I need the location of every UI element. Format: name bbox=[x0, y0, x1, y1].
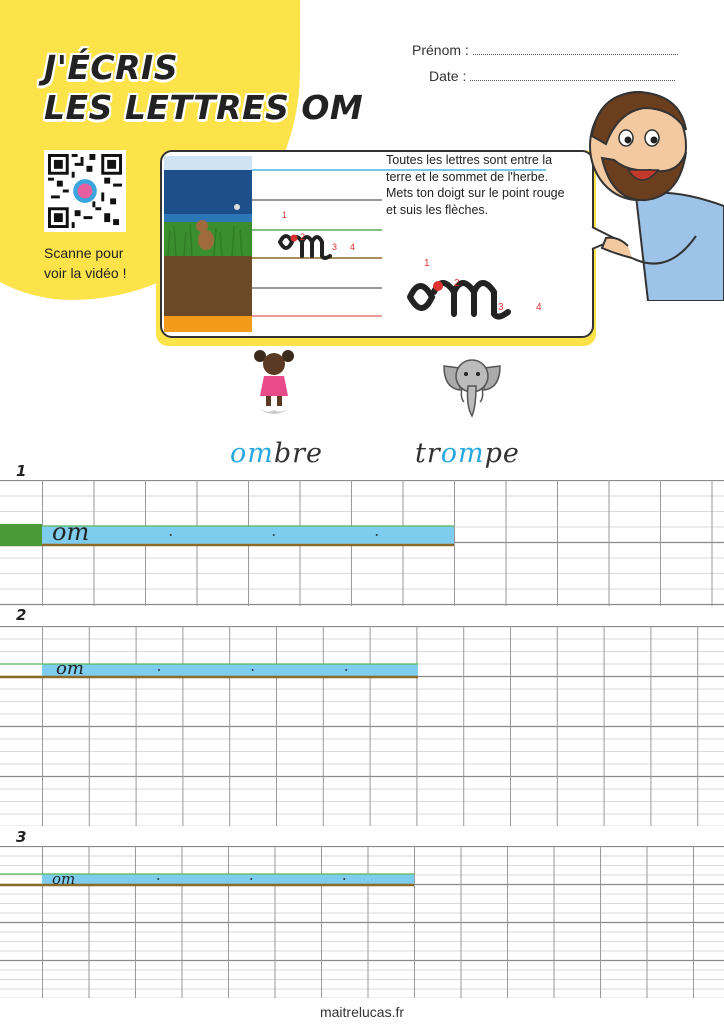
date-label: Date : bbox=[429, 68, 467, 84]
teacher-illustration bbox=[588, 86, 724, 301]
step-2: 2 bbox=[454, 278, 460, 289]
date-line[interactable] bbox=[470, 71, 675, 81]
exercise-3-lines[interactable] bbox=[0, 846, 724, 998]
qr-caption-line-1: Scanne pour bbox=[44, 245, 124, 261]
step-1: 1 bbox=[424, 258, 430, 269]
example-1-highlight: om bbox=[230, 438, 274, 469]
qr-code[interactable] bbox=[44, 150, 126, 232]
step-3: 3 bbox=[498, 302, 504, 313]
title-line-1: J'ÉCRIS bbox=[44, 48, 179, 87]
exercise-3-model: om bbox=[52, 870, 76, 888]
qr-code-icon bbox=[48, 154, 122, 228]
instruction-text bbox=[386, 152, 586, 218]
prenom-field[interactable] bbox=[412, 42, 678, 58]
title-line-2: LES LETTRES OM bbox=[44, 88, 364, 127]
example-word-trompe bbox=[415, 438, 520, 469]
instruction-line-3: Mets ton doigt sur le point rouge bbox=[386, 186, 565, 200]
prenom-label: Prénom : bbox=[412, 42, 469, 58]
exercise-3-number: 3 bbox=[16, 828, 27, 846]
step-4: 4 bbox=[536, 302, 542, 313]
exercise-2-number: 2 bbox=[16, 606, 27, 624]
exercise-2-lines[interactable] bbox=[0, 626, 724, 826]
exercise-1-model: om bbox=[52, 518, 90, 546]
prenom-line[interactable] bbox=[473, 45, 678, 55]
exercise-2-model: om bbox=[56, 658, 84, 679]
exercise-1-number: 1 bbox=[16, 462, 27, 480]
page-title bbox=[44, 48, 363, 128]
footer-site: maitrelucas.fr bbox=[319, 1004, 405, 1020]
step-2-small: 2 bbox=[300, 232, 306, 242]
elephant-illustration bbox=[440, 356, 504, 420]
girl-illustration bbox=[250, 348, 298, 424]
instruction-line-2: terre et le sommet de l'herbe. bbox=[386, 169, 549, 184]
step-4-small: 4 bbox=[350, 242, 356, 252]
date-field[interactable] bbox=[429, 68, 675, 84]
example-2-suffix: pe bbox=[484, 438, 520, 469]
step-1-small: 1 bbox=[282, 210, 288, 220]
example-1-suffix: bre bbox=[273, 438, 324, 469]
instruction-line-1: Toutes les lettres sont entre la bbox=[386, 153, 553, 167]
example-2-highlight: om bbox=[440, 438, 485, 469]
instruction-line-4: et suis les flèches. bbox=[386, 202, 489, 217]
qr-caption bbox=[44, 243, 154, 283]
example-word-ombre bbox=[230, 438, 323, 469]
example-2-prefix: tr bbox=[415, 438, 441, 469]
qr-caption-line-2: voir la vidéo ! bbox=[44, 265, 127, 281]
step-3-small: 3 bbox=[332, 242, 338, 252]
exercise-1-lines[interactable] bbox=[0, 480, 724, 606]
